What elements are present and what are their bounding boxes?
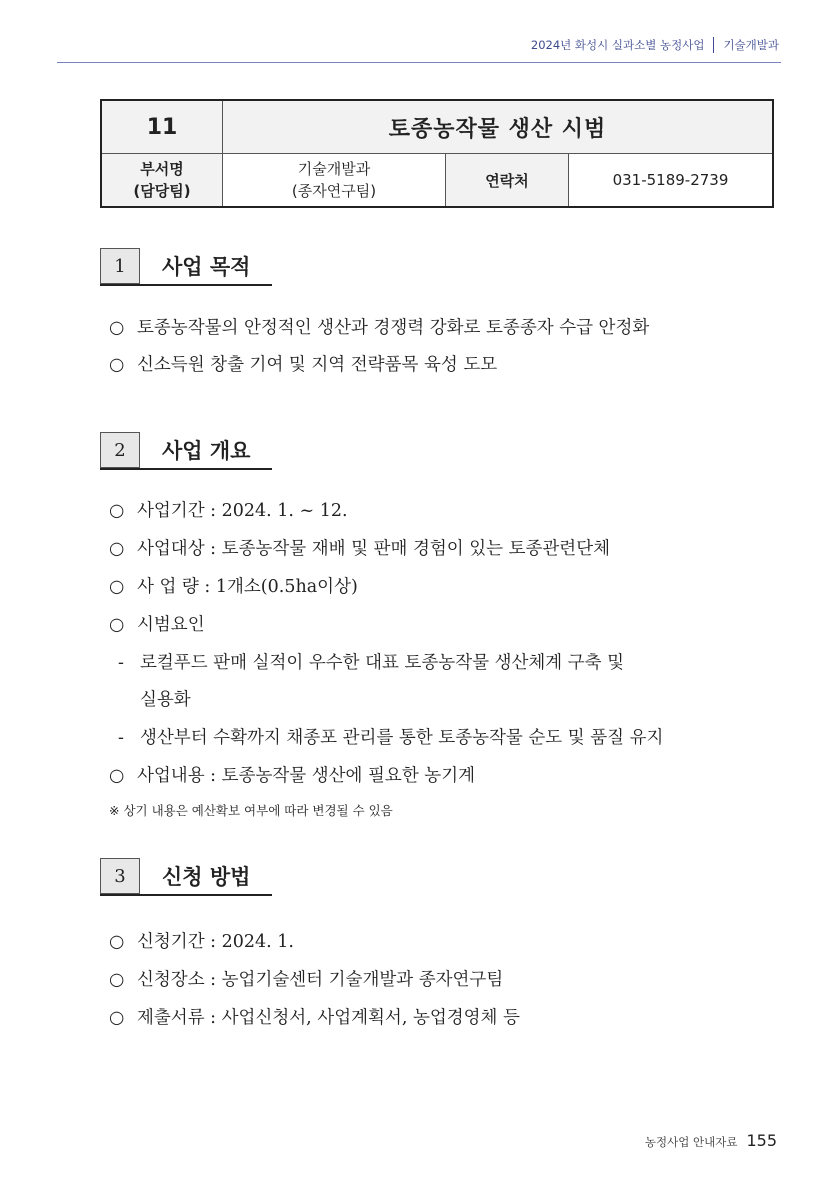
running-header: [531, 37, 779, 53]
note: ※ 상기 내용은 예산확보 여부에 따라 변경될 수 있음: [109, 803, 393, 818]
circle-bullet-icon: ○: [109, 577, 125, 597]
contact-label: 연락처: [446, 154, 569, 208]
section-underline: [100, 284, 272, 286]
sub-list-item: - 로컬푸드 판매 실적이 우수한 대표 토종농작물 생산체계 구축 및: [118, 653, 625, 673]
section-underline: [100, 894, 272, 896]
dept-label-line1: 부서명: [140, 160, 184, 178]
dept-label-line2: (담당팀): [133, 182, 191, 200]
dept-value: [223, 154, 446, 208]
header-rule: [57, 62, 781, 63]
dept-value-line1: 기술개발과: [297, 160, 371, 178]
circle-bullet-icon: ○: [109, 970, 125, 990]
circle-bullet-icon: ○: [109, 766, 125, 786]
page-footer: [645, 1131, 777, 1150]
circle-bullet-icon: ○: [109, 318, 125, 338]
section-title: 사업 목적: [162, 255, 251, 279]
section-underline: [100, 468, 272, 470]
section-title: 사업 개요: [162, 439, 251, 463]
list-item: ○ 신청기간 : 2024. 1.: [109, 932, 294, 952]
list-item: ○ 제출서류 : 사업신청서, 사업계획서, 농업경영체 등: [109, 1008, 520, 1028]
section-number-box: 2: [100, 432, 140, 468]
dash-bullet-icon: -: [118, 653, 124, 673]
dept-label: [101, 154, 223, 208]
list-item: ○ 신소득원 창출 기여 및 지역 전략품목 육성 도모: [109, 355, 498, 375]
page-number: 155: [746, 1131, 777, 1150]
circle-bullet-icon: ○: [109, 932, 125, 952]
dash-bullet-icon: -: [118, 728, 124, 748]
list-item: ○ 사업대상 : 토종농작물 재배 및 판매 경험이 있는 토종관련단체: [109, 539, 611, 559]
project-title: 토종농작물 생산 시범: [223, 100, 774, 154]
contact-value: 031-5189-2739: [569, 154, 774, 208]
circle-bullet-icon: ○: [109, 539, 125, 559]
section-2-heading: [100, 432, 250, 468]
sub-list-item: - 생산부터 수확까지 채종포 관리를 통한 토종농작물 순도 및 품질 유지: [118, 728, 664, 748]
header-left: 2024년 화성시 실과소별 농정사업: [530, 38, 705, 52]
section-number-box: 1: [100, 248, 140, 284]
sub-list-item-continuation: 실용화: [140, 690, 191, 710]
list-item: ○ 토종농작물의 안정적인 생산과 경쟁력 강화로 토종종자 수급 안정화: [109, 318, 650, 338]
list-item: ○ 사업내용 : 토종농작물 생산에 필요한 농기계: [109, 766, 475, 786]
circle-bullet-icon: ○: [109, 615, 125, 635]
dept-value-line2: (종자연구팀): [291, 182, 377, 200]
section-1-heading: [100, 248, 250, 284]
list-item: ○ 신청장소 : 농업기술센터 기술개발과 종자연구팀: [109, 970, 504, 990]
circle-bullet-icon: ○: [109, 355, 125, 375]
section-3-heading: [100, 858, 250, 894]
header-right: 기술개발과: [723, 38, 779, 52]
info-table: [100, 99, 774, 208]
list-item: ○ 시범요인: [109, 615, 205, 635]
circle-bullet-icon: ○: [109, 1008, 125, 1028]
section-number-box: 3: [100, 858, 140, 894]
header-divider: [713, 37, 714, 53]
circle-bullet-icon: ○: [109, 501, 125, 521]
project-number: 11: [101, 100, 223, 154]
footer-text: 농정사업 안내자료: [644, 1135, 738, 1149]
list-item: ○ 사업기간 : 2024. 1. ~ 12.: [109, 501, 348, 521]
section-title: 신청 방법: [162, 865, 251, 889]
list-item: ○ 사 업 량 : 1개소(0.5ha이상): [109, 577, 358, 597]
